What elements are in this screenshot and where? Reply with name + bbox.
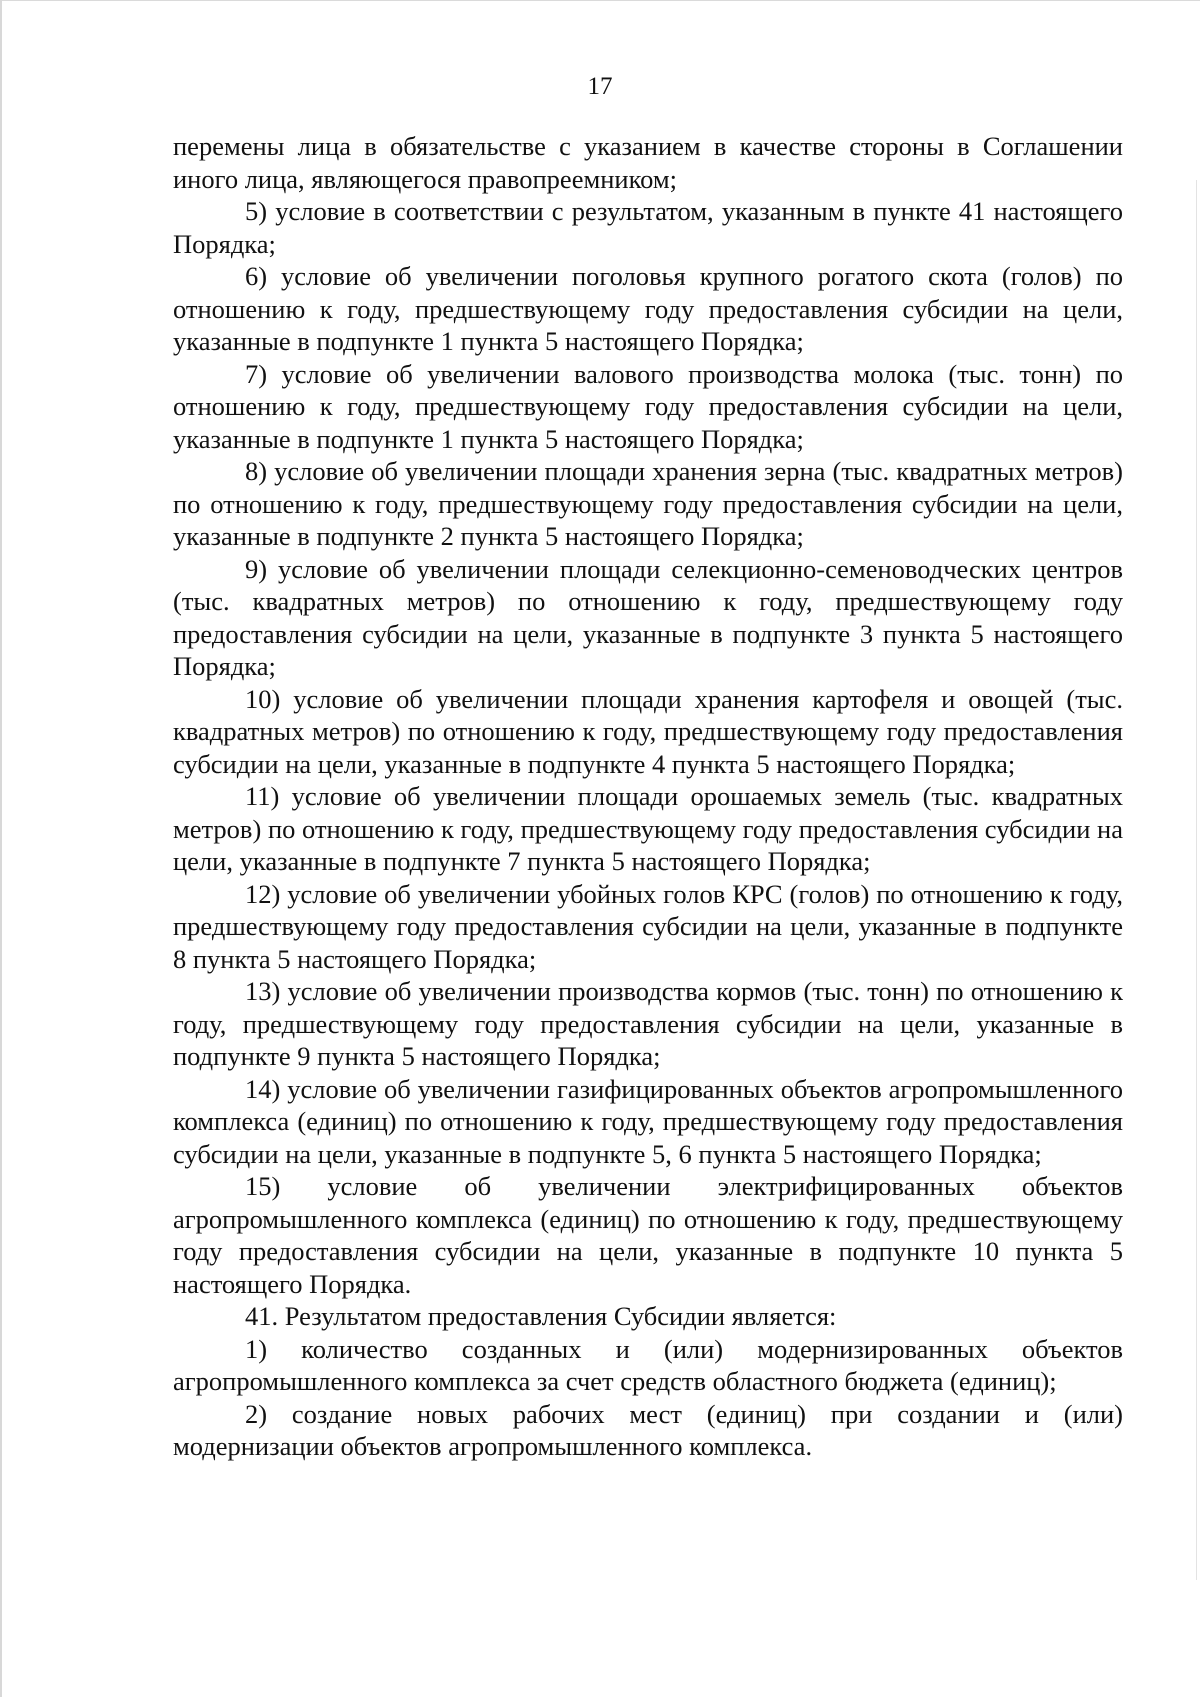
paragraph-continuation: перемены лица в обязательстве с указанием в качестве стороны в Соглашении иного лица, являющегося правопреемником;	[173, 131, 1123, 194]
paragraph-item-15: 15) условие об увеличении электрифицированных объектов агропромышленного комплекса (единиц) по отношению к году, предшествующему году предоставления субсидии на цели, указанные в подпункте 10 пункта 5 настоящего Порядка.	[173, 1171, 1123, 1299]
result-item-2: 2) создание новых рабочих мест (единиц) при создании и (или) модернизации объектов агропромышленного комплекса.	[173, 1398, 1123, 1461]
scan-edge-top	[0, 0, 1200, 1]
paragraph-item-6: 6) условие об увеличении поголовья крупного рогатого скота (голов) по отношению к году, предшествующему году предоставления субсидии на цели, указанные в подпункте 1 пункта 5 настоящего Порядка;	[173, 261, 1123, 356]
document-body	[173, 130, 1123, 1463]
page-number: 17	[587, 73, 613, 100]
paragraph-item-10: 10) условие об увеличении площади хранения картофеля и овощей (тыс. квадратных метров) по отношению к году, предшествующему году предоставления субсидии на цели, указанные в подпункте 4 пункта 5 настоящего Порядка;	[173, 683, 1123, 779]
paragraph-item-14: 14) условие об увеличении газифицированных объектов агропромышленного комплекса (единиц) по отношению к году, предшествующему году предоставления субсидии на цели, указанные в подпункте 5, 6 пункта 5 настоящего Порядка;	[173, 1073, 1123, 1169]
paragraph-item-8: 8) условие об увеличении площади хранения зерна (тыс. квадратных метров) по отношению к году, предшествующему году предоставления субсидии на цели, указанные в подпункте 2 пункта 5 настоящего Порядка;	[173, 456, 1123, 551]
paragraph-item-5: 5) условие в соответствии с результатом, указанным в пункте 41 настоящего Порядка;	[173, 196, 1123, 259]
result-item-1: 1) количество созданных и (или) модернизированных объектов агропромышленного комплекса за счет средств областного бюджета (единиц);	[173, 1333, 1123, 1396]
scan-edge-left	[0, 0, 2, 1697]
paragraph-item-7: 7) условие об увеличении валового производства молока (тыс. тонн) по отношению к году, предшествующему году предоставления субсидии на цели, указанные в подпункте 1 пункта 5 настоящего Порядка;	[173, 358, 1123, 454]
paragraph-item-12: 12) условие об увеличении убойных голов КРС (голов) по отношению к году, предшествующему году предоставления субсидии на цели, указанные в подпункте 8 пункта 5 настоящего Порядка;	[173, 878, 1123, 974]
scan-edge-right	[1196, 180, 1197, 1580]
paragraph-item-9: 9) условие об увеличении площади селекционно-семеноводческих центров (тыс. квадратных метров) по отношению к году, предшествующему году предоставления субсидии на цели, указанные в подпункте 3 пункта 5 настоящего Порядка;	[173, 553, 1123, 681]
paragraph-item-11: 11) условие об увеличении площади орошаемых земель (тыс. квадратных метров) по отношению к году, предшествующему году предоставления субсидии на цели, указанные в подпункте 7 пункта 5 настоящего Порядка;	[173, 781, 1123, 876]
section-41-heading: 41. Результатом предоставления Субсидии является:	[245, 1301, 837, 1331]
paragraph-item-13: 13) условие об увеличении производства кормов (тыс. тонн) по отношению к году, предшествующему году предоставления субсидии на цели, указанные в подпункте 9 пункта 5 настоящего Порядка;	[173, 976, 1123, 1071]
